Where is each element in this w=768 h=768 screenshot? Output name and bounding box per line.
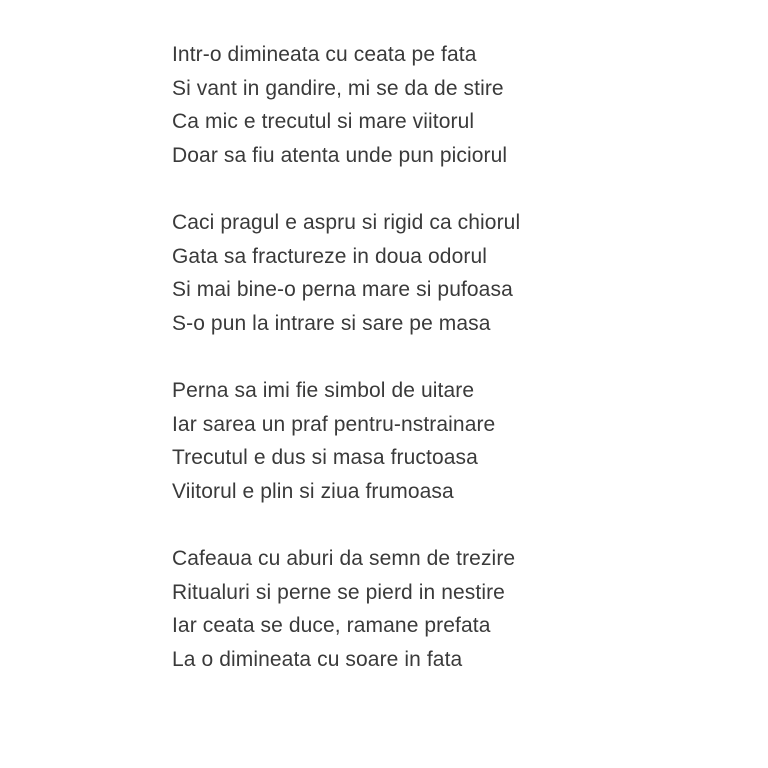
- poem-line: Perna sa imi fie simbol de uitare: [172, 378, 475, 402]
- poem-line: Doar sa fiu atenta unde pun piciorul: [172, 143, 508, 167]
- stanza-1: [172, 38, 520, 172]
- poem-line: Ritualuri si perne se pierd in nestire: [172, 580, 505, 604]
- poem-line: Iar sarea un praf pentru-nstrainare: [172, 412, 496, 436]
- poem-body: [172, 38, 520, 676]
- poem-line: Si vant in gandire, mi se da de stire: [172, 76, 504, 100]
- poem-line: Ca mic e trecutul si mare viitorul: [172, 110, 475, 134]
- poem-line: Caci pragul e aspru si rigid ca chiorul: [172, 210, 521, 234]
- poem-line: Gata sa fractureze in doua odorul: [172, 244, 487, 268]
- stanza-2: [172, 206, 520, 340]
- stanza-3: [172, 374, 520, 508]
- poem-line: Trecutul e dus si masa fructoasa: [172, 446, 478, 470]
- poem-line: La o dimineata cu soare in fata: [172, 647, 463, 671]
- poem-line: Viitorul e plin si ziua frumoasa: [172, 479, 454, 503]
- poem-line: Cafeaua cu aburi da semn de trezire: [172, 546, 516, 570]
- stanza-4: [172, 542, 520, 676]
- poem-line: Iar ceata se duce, ramane prefata: [172, 614, 491, 638]
- poem-line: Si mai bine-o perna mare si pufoasa: [172, 278, 513, 302]
- poem-line: S-o pun la intrare si sare pe masa: [172, 311, 491, 335]
- poem-line: Intr-o dimineata cu ceata pe fata: [172, 43, 477, 66]
